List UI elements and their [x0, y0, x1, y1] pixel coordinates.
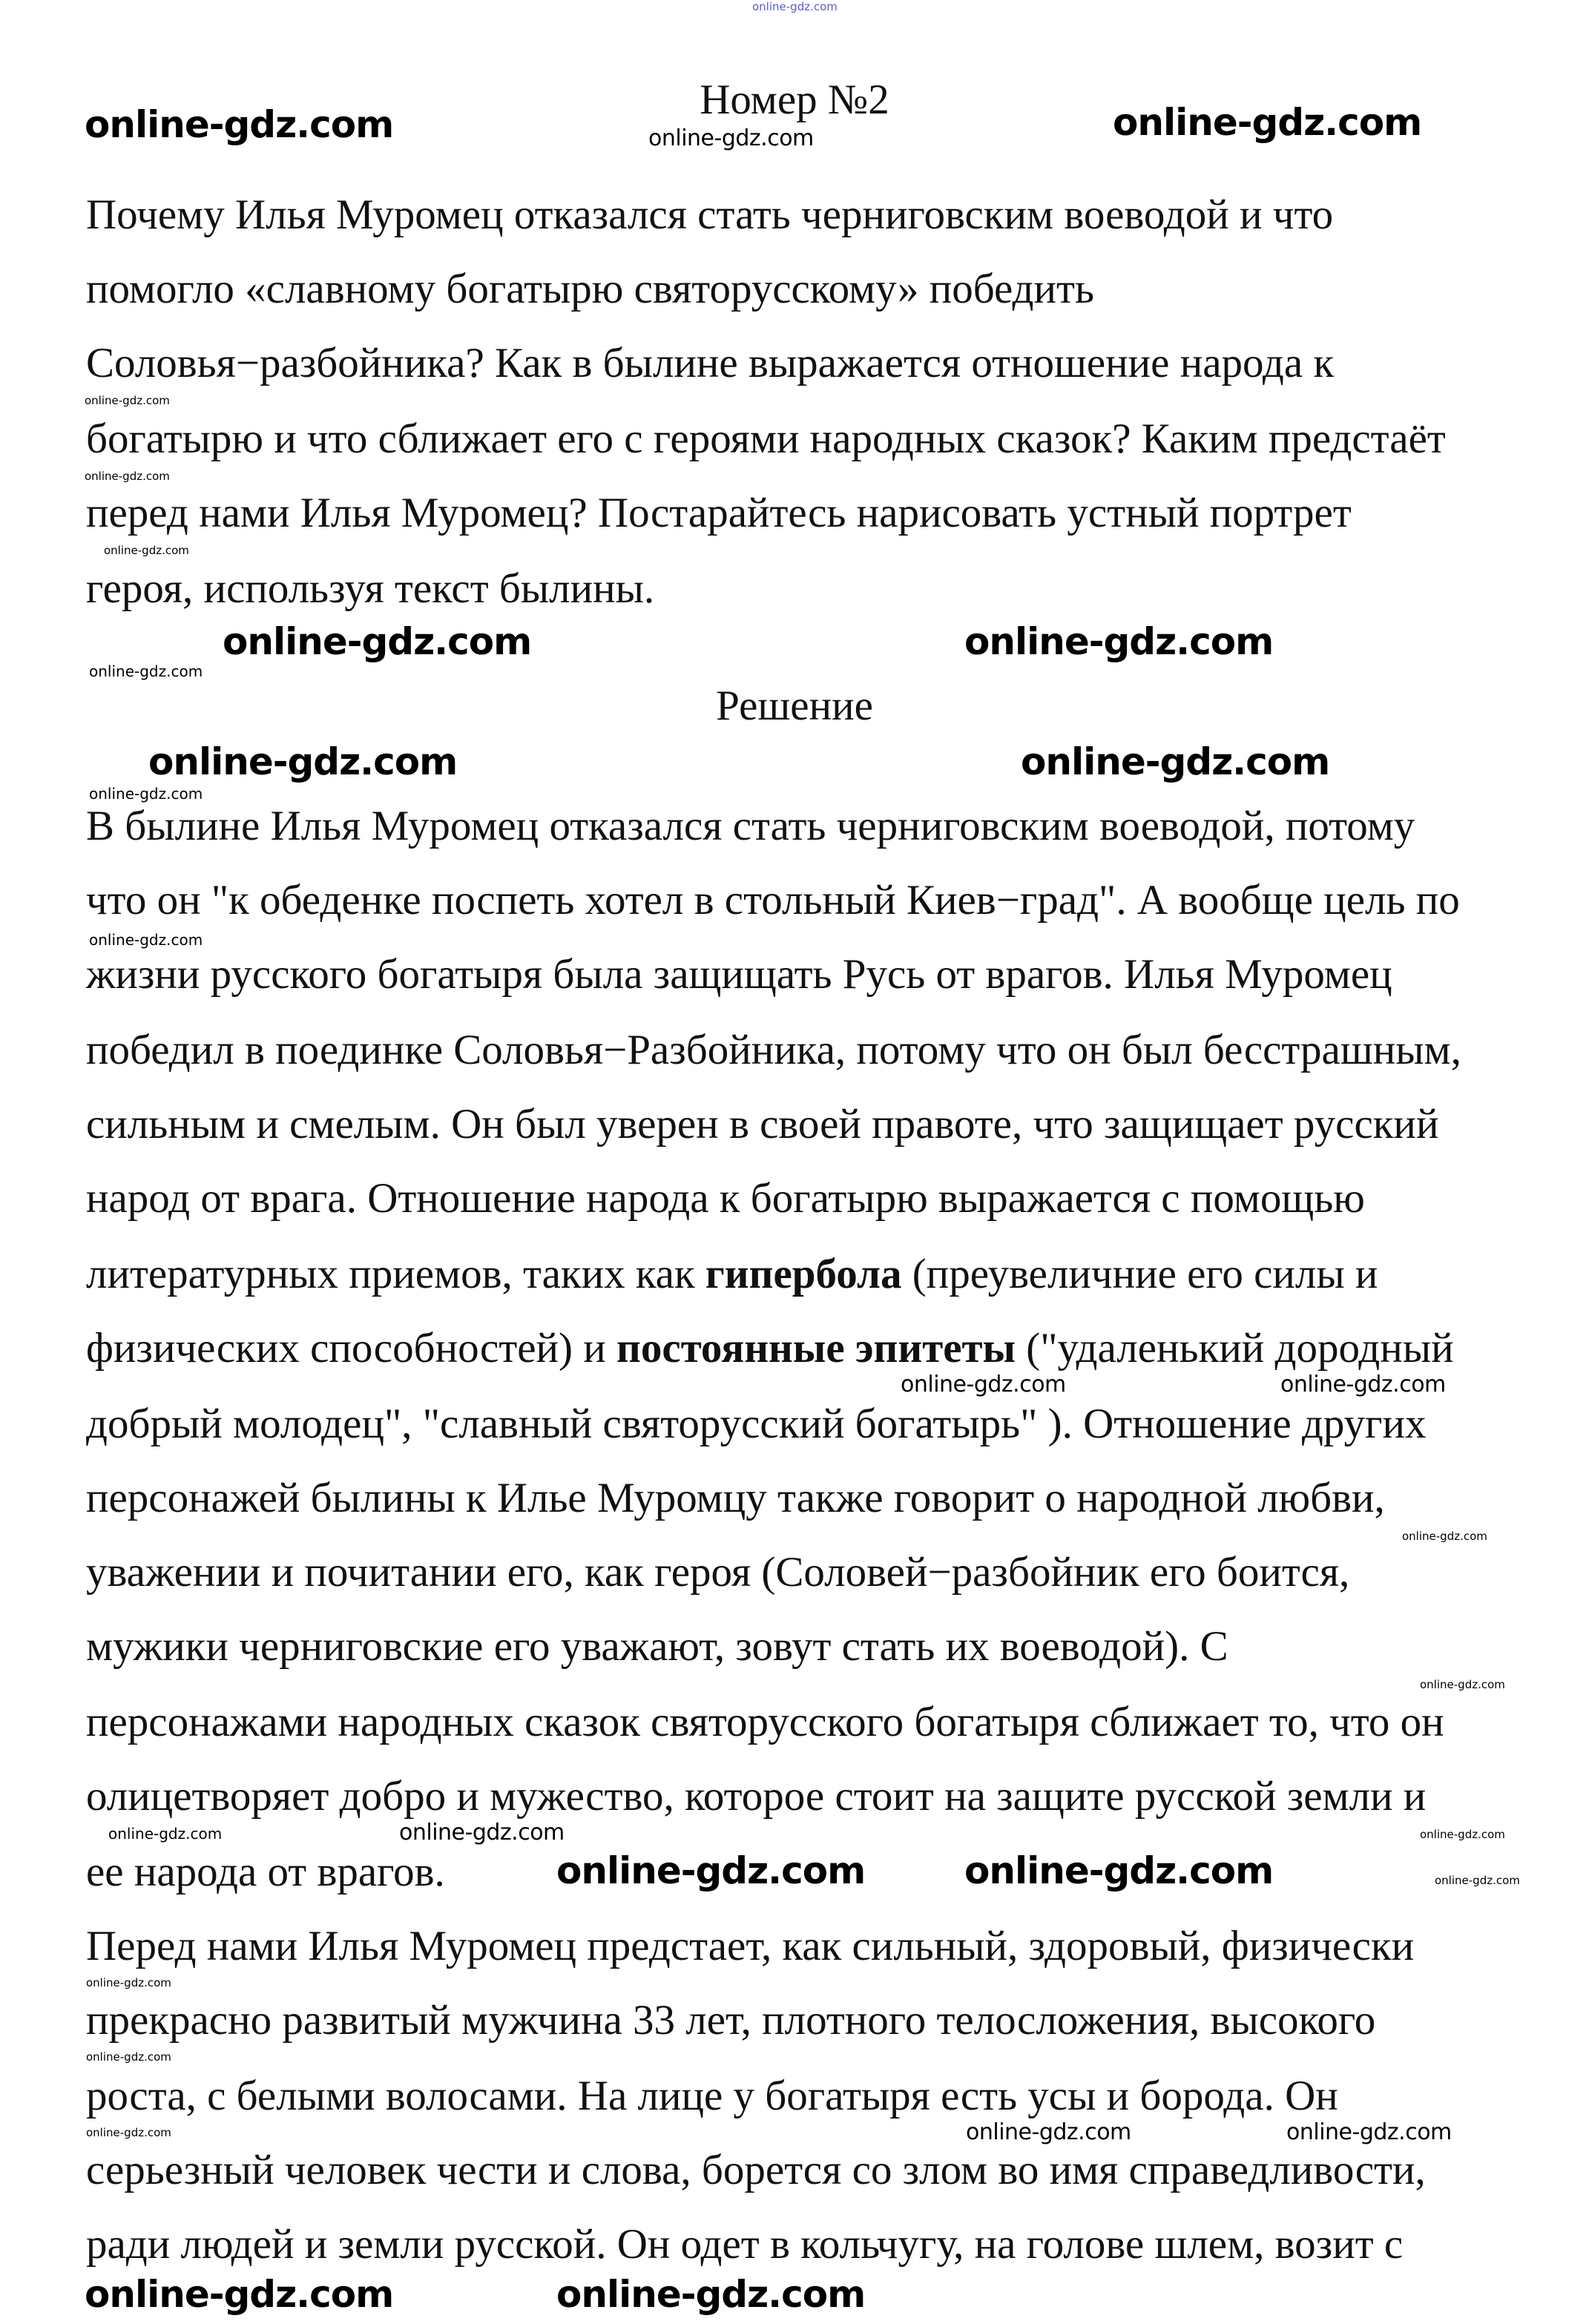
text-segment: уважении и почитании его, как героя (Соловей−разбойник его боится, [86, 1549, 1350, 1596]
text-segment: помогло «славному богатырю святорусскому» победить [86, 266, 1094, 312]
question-line [86, 267, 1094, 312]
answer-line [86, 1402, 1427, 1446]
answer-line [86, 1102, 1438, 1147]
watermark: online-gdz.com [1402, 1530, 1487, 1543]
answer-line [86, 1700, 1444, 1745]
answer-line [86, 1998, 1375, 2043]
answer-line [86, 1476, 1385, 1521]
text-segment: литературных приемов, таких как [86, 1251, 705, 1297]
answer-line [86, 1774, 1426, 1819]
watermark: online-gdz.com [901, 1372, 1066, 1398]
watermark: online-gdz.com [86, 2126, 171, 2139]
watermark: online-gdz.com [1113, 101, 1422, 144]
watermark: online-gdz.com [223, 620, 532, 663]
answer-line [86, 2074, 1338, 2119]
question-line [86, 417, 1446, 461]
watermark: online-gdz.com [1021, 740, 1330, 783]
answer-line [86, 1550, 1349, 1595]
text-segment: (преувеличние его силы и [901, 1251, 1378, 1297]
text-segment: Соловья−разбойника? Как в былине выражается отношение народа к [86, 340, 1335, 386]
watermark: online-gdz.com [556, 2273, 866, 2316]
bold-term: постоянные эпитеты [616, 1325, 1016, 1372]
watermark: online-gdz.com [89, 662, 203, 680]
text-segment: серьезный человек чести и слова, борется со злом во имя справедливости, [86, 2147, 1426, 2193]
watermark: online-gdz.com [1435, 1874, 1520, 1887]
answer-line [86, 952, 1392, 997]
watermark: online-gdz.com [1420, 1828, 1505, 1841]
text-segment: В былине Илья Муромец отказался стать черниговским воеводой, потому [86, 803, 1415, 849]
text-segment: прекрасно развитый мужчина 33 лет, плотного телосложения, высокого [86, 1997, 1376, 2044]
text-segment: персонажами народных сказок святорусского богатыря сближает то, что он [86, 1699, 1444, 1745]
watermark: online-gdz.com [108, 1825, 223, 1843]
answer-line [86, 2148, 1426, 2193]
watermark: online-gdz.com [648, 125, 814, 151]
text-segment: народ от врага. Отношение народа к богатырю выражается с помощью [86, 1175, 1365, 1222]
text-segment: олицетворяет добро и мужество, которое стоит на защите русской земли и [86, 1773, 1427, 1820]
text-segment: ради людей и земли русской. Он одет в кольчугу, на голове шлем, возит с [86, 2221, 1404, 2268]
solution-heading: Решение [716, 682, 873, 729]
text-segment: богатырю и что сближает его с героями народных сказок? Каким предстаёт [86, 415, 1446, 462]
text-segment: что он "к обеденке поспеть хотел в стольный Киев−град". А вообще цель по [86, 877, 1460, 924]
watermark: online-gdz.com [89, 785, 203, 803]
watermark: online-gdz.com [966, 2119, 1131, 2145]
watermark: online-gdz.com [148, 740, 458, 783]
question-line [86, 341, 1334, 386]
text-segment: мужики черниговские его уважают, зовут стать их воеводой). С [86, 1623, 1228, 1670]
text-segment: сильным и смелым. Он был уверен в своей правоте, что защищает русский [86, 1101, 1439, 1148]
watermark: online-gdz.com [1420, 1678, 1505, 1691]
watermark: online-gdz.com [85, 2273, 394, 2316]
watermark: online-gdz.com [399, 1820, 565, 1846]
question-line [86, 193, 1333, 237]
answer-line [86, 1326, 1454, 1371]
watermark: online-gdz.com [1280, 1372, 1446, 1398]
watermark: online-gdz.com [752, 0, 838, 13]
watermark: online-gdz.com [89, 931, 203, 949]
text-segment: физических способностей) и [86, 1325, 617, 1372]
text-segment: жизни русского богатыря была защищать Русь от врагов. Илья Муромец [86, 951, 1392, 998]
watermark: online-gdz.com [964, 1849, 1274, 1892]
watermark: online-gdz.com [85, 394, 170, 407]
watermark: online-gdz.com [85, 470, 170, 483]
page-title: Номер №2 [700, 76, 889, 123]
question-line [86, 567, 654, 611]
text-segment: персонажей былины к Илье Муромцу также говорит о народной любви, [86, 1475, 1385, 1521]
text-segment: добрый молодец", "славный святорусский богатырь" ). Отношение других [86, 1400, 1427, 1447]
bold-term: гипербола [705, 1251, 902, 1297]
text-segment: ее народа от врагов. [86, 1849, 445, 1895]
watermark: online-gdz.com [86, 1976, 171, 1989]
text-segment: ("удаленький дородный [1016, 1325, 1454, 1372]
answer-line [86, 1924, 1414, 1969]
answer-line [86, 1028, 1461, 1073]
answer-line [86, 804, 1415, 849]
answer-line [86, 1850, 445, 1895]
answer-line [86, 1625, 1228, 1669]
watermark: online-gdz.com [556, 1849, 866, 1892]
watermark: online-gdz.com [86, 2050, 171, 2064]
watermark: online-gdz.com [104, 544, 189, 557]
answer-line [86, 2222, 1403, 2267]
text-segment: Почему Илья Муромец отказался стать черниговским воеводой и что [86, 191, 1334, 238]
answer-line [86, 1176, 1365, 1221]
answer-line [86, 878, 1460, 923]
answer-line [86, 1252, 1378, 1297]
text-segment: победил в поединке Соловья−Разбойника, потому что он был бесстрашным, [86, 1027, 1461, 1073]
text-segment: героя, используя текст былины. [86, 565, 655, 612]
watermark: online-gdz.com [964, 620, 1274, 663]
question-line [86, 491, 1352, 536]
watermark: online-gdz.com [1286, 2119, 1452, 2145]
text-segment: перед нами Илья Муромец? Постарайтесь нарисовать устный портрет [86, 490, 1352, 536]
text-segment: Перед нами Илья Муромец предстает, как сильный, здоровый, физически [86, 1923, 1415, 1969]
watermark: online-gdz.com [85, 103, 394, 146]
text-segment: роста, с белыми волосами. На лице у богатыря есть усы и борода. Он [86, 2073, 1338, 2119]
